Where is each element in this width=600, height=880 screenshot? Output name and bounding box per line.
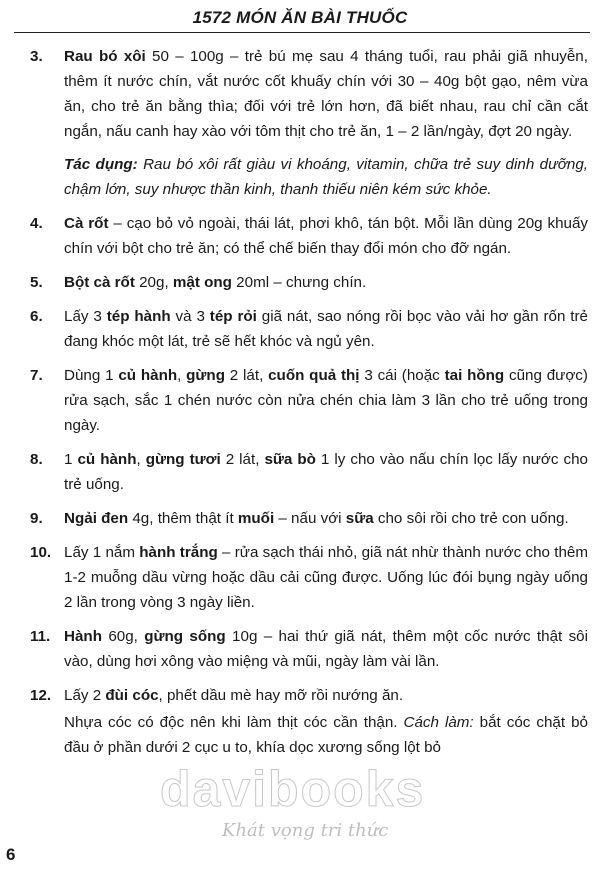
text-run: 2 lát, — [220, 451, 265, 468]
text-run: Lấy 2 — [64, 687, 106, 704]
text-run: 50 – 100g – trẻ bú mẹ sau 4 tháng tuổi, rau phải giã nhuyễn, thêm ít nước chín, vắt nước cốt khuấy chín với 30 – 40g bột gạo, nêm vừa ăn, cho trẻ ăn bằng thìa; đối với trẻ lớn hơn, đã biết nhau, rau chỉ cần cắt ngắn, nấu canh hay xào với tôm thịt cho trẻ ăn, 1 – 2 lần/ngày, đợt 20 ngày. — [64, 48, 588, 140]
item-effect — [64, 152, 588, 202]
item-text — [64, 44, 588, 144]
ingredient-term: Hành — [64, 628, 102, 645]
text-run: 2 lát, — [225, 367, 269, 384]
text-run: Lấy 1 nắm — [64, 544, 140, 561]
ingredient-term: gừng sống — [144, 628, 226, 645]
page-number: 6 — [6, 845, 16, 864]
list-item — [0, 270, 600, 295]
ingredient-term: Rau bó xôi — [64, 48, 146, 65]
text-run: cũng được) rửa sạch, sắc 1 chén nước còn nửa chén chia làm 3 lần cho trẻ uống trong ngày. — [64, 367, 588, 434]
book-title: 1572 MÓN ĂN BÀI THUỐC — [192, 8, 408, 27]
text-run: 60g, — [101, 628, 145, 645]
item-number: 9. — [30, 510, 43, 527]
ingredient-term: tép hành — [106, 308, 171, 325]
recipe-list — [0, 44, 600, 769]
item-number: 3. — [30, 48, 43, 65]
ingredient-term: sữa bò — [264, 451, 316, 468]
item-text — [64, 624, 588, 674]
item-text — [64, 211, 588, 261]
item-number: 11. — [30, 628, 51, 645]
ingredient-term: gừng — [186, 367, 225, 384]
ingredient-term: đùi cóc — [105, 687, 159, 704]
list-item — [0, 506, 600, 531]
item-text — [64, 506, 588, 531]
page-header — [0, 0, 600, 34]
watermark — [150, 760, 470, 870]
item-number: 4. — [30, 215, 43, 232]
item-number: 12. — [30, 687, 52, 704]
item-text — [64, 304, 588, 354]
text-run: 10g – hai thứ giã nát, thêm một cốc nước thật sôi vào, dùng hơi xông vào miệng và mũi, ngày làm vài lần. — [64, 628, 589, 670]
list-item — [0, 211, 600, 261]
text-run: , — [177, 367, 187, 384]
list-item — [0, 683, 600, 760]
text-run: giã nát, sao nóng rồi bọc vào vải hơ gần rốn trẻ đang khóc một lát, trẻ sẽ hết khóc và ngủ yên. — [64, 308, 589, 350]
header-divider — [14, 32, 590, 33]
text-run: , — [136, 451, 146, 468]
item-text — [64, 683, 588, 708]
text-run: – cạo bỏ vỏ ngoài, thái lát, phơi khô, tán bột. Mỗi lần dùng 20g khuấy chín với bột cho trẻ ăn; có thể chế biến thay đổi món cho đỡ ngán. — [64, 215, 588, 257]
text-run: Dùng 1 — [64, 367, 119, 384]
text-run: Nhựa cóc có độc nên khi làm thịt cóc cần thận. — [64, 714, 404, 731]
list-item — [0, 363, 600, 438]
text-run: bắt cóc chặt bỏ đầu ở phần dưới 2 cục u to, khía dọc xương sống lột bỏ — [64, 714, 588, 756]
text-run: Rau bó xôi rất giàu vi khoáng, vitamin, chữa trẻ suy dinh dưỡng, chậm lớn, suy nhược thần kinh, thanh thiếu niên kém sức khỏe. — [64, 156, 588, 198]
item-number: 10. — [30, 544, 52, 561]
ingredient-term: tai hồng — [444, 367, 505, 384]
item-note — [64, 710, 588, 760]
text-run: 3 cái (hoặc — [359, 367, 445, 384]
list-item — [0, 304, 600, 354]
text-run: – rửa sạch thái nhỏ, giã nát nhừ thành nước cho thêm 1-2 muỗng dầu vừng hoặc dầu cải cũng được. Uống lúc đói bụng ngày uống 2 lần trong vòng 3 ngày liền. — [64, 544, 589, 611]
ingredient-term: củ hành — [77, 451, 137, 468]
text-run: cho sôi rồi cho trẻ con uống. — [373, 510, 569, 527]
text-run: Lấy 3 — [64, 308, 107, 325]
list-item — [0, 44, 600, 202]
item-number: 5. — [30, 274, 43, 291]
list-item — [0, 624, 600, 674]
item-text — [64, 540, 588, 615]
text-run: 20g, — [134, 274, 173, 291]
text-run: Cách làm: — [403, 714, 474, 731]
ingredient-term: mật ong — [172, 274, 232, 291]
watermark-logo: davibooks — [160, 761, 426, 817]
ingredient-term: gừng tươi — [145, 451, 221, 468]
list-item — [0, 540, 600, 615]
text-run: 1 ly cho vào nấu chín lọc lấy nước cho trẻ uống. — [64, 451, 588, 493]
ingredient-term: củ hành — [118, 367, 178, 384]
ingredient-term: muối — [237, 510, 275, 527]
text-run: 4g, thêm thật ít — [128, 510, 238, 527]
item-number: 6. — [30, 308, 43, 325]
text-run: 1 — [64, 451, 78, 468]
item-number: 8. — [30, 451, 43, 468]
ingredient-term: tép rỏi — [209, 308, 257, 325]
ingredient-term: sữa — [345, 510, 374, 527]
item-text — [64, 447, 588, 497]
text-run: 20ml – chưng chín. — [231, 274, 367, 291]
text-run: và 3 — [170, 308, 210, 325]
ingredient-term: hành trắng — [139, 544, 218, 561]
ingredient-term: Ngải đen — [64, 510, 129, 527]
item-number: 7. — [30, 367, 43, 384]
list-item — [0, 447, 600, 497]
ingredient-term: Tác dụng: — [64, 156, 138, 173]
ingredient-term: Bột cà rốt — [64, 274, 135, 291]
ingredient-term: Cà rốt — [64, 215, 109, 232]
text-run: – nấu với — [274, 510, 346, 527]
watermark-tagline: Khát vọng tri thức — [222, 820, 389, 841]
item-text — [64, 363, 588, 438]
item-text — [64, 270, 588, 295]
ingredient-term: cuốn quả thị — [268, 367, 360, 384]
text-run: , phết dầu mè hay mỡ rồi nướng ăn. — [158, 687, 404, 704]
